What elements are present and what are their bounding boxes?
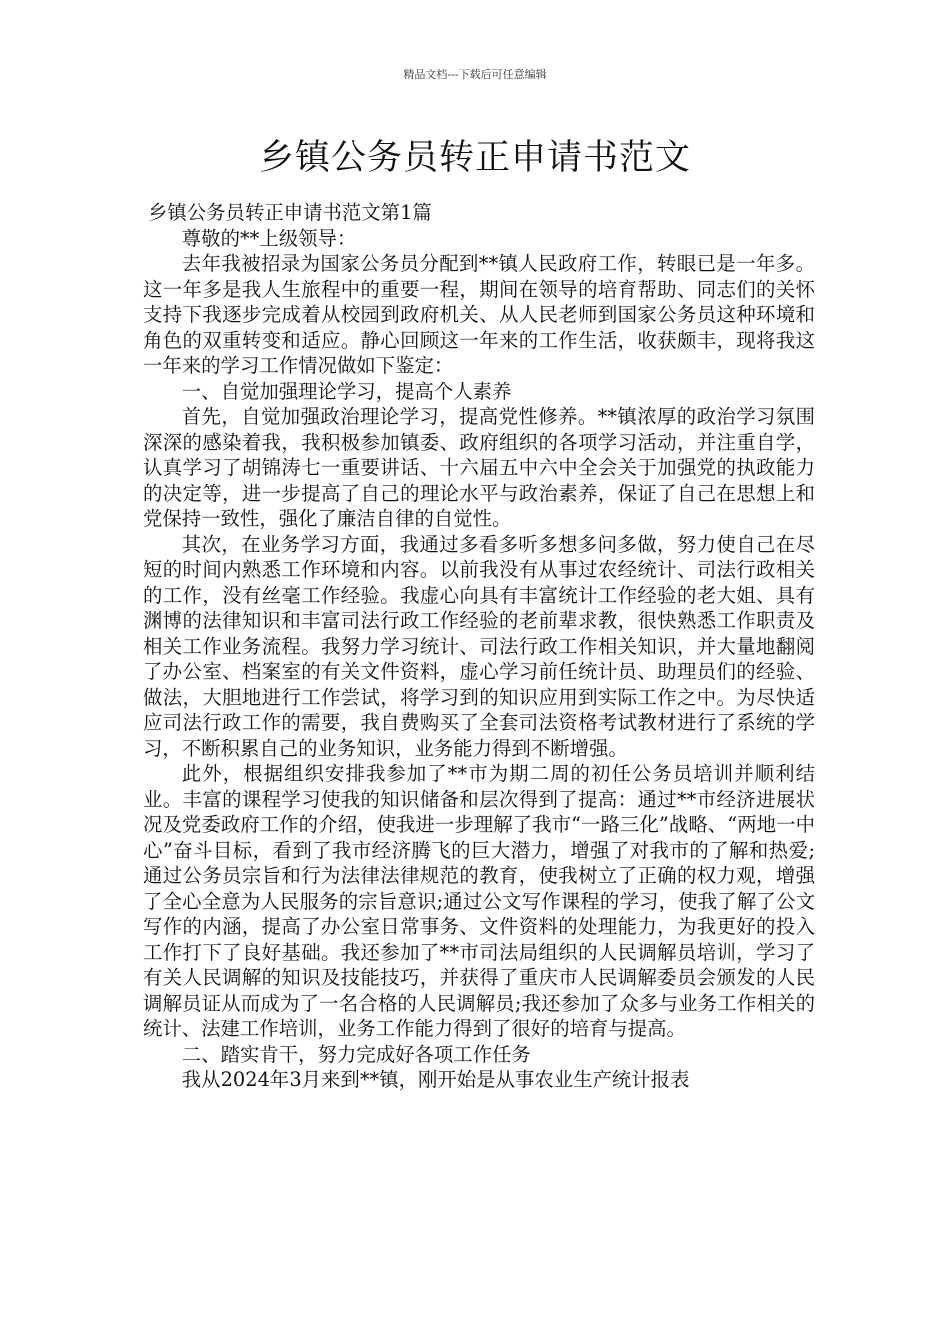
document-title: 乡镇公务员转正申请书范文 (258, 138, 691, 178)
salutation: 尊敬的**上级领导： (181, 226, 357, 250)
section-heading: 一、自觉加强理论学习，提高个人素养 (181, 379, 512, 403)
paragraph: 去年我被招录为国家公务员分配到**镇人民政府工作，转眼已是一年多。这一年多是我人生旅程中的重要一程，期间在领导的培育帮助、同志们的关怀支持下我逐步完成着从校园到政府机关、从人民老师到国家公务员这种环境和角色的双重转变和适应。静心回顾这一年来的工作生活，收获颇丰，现将我这一年来的学习工作情况做如下鉴定： (143, 252, 815, 377)
paragraph: 其次，在业务学习方面，我通过多看多听多想多问多做，努力使自己在尽短的时间内熟悉工作环境和内容。以前我没有从事过农经统计、司法行政相关的工作，没有丝毫工作经验。我虚心向具有丰富统计工作经验的老大姐、具有渊博的法律知识和丰富司法行政工作经验的老前辈求教，很快熟悉工作职责及相关工作业务流程。我努力学习统计、司法行政工作相关知识，并大量地翻阅了办公室、档案室的有关文件资料，虚心学习前任统计员、助理员们的经验、做法，大胆地进行工作尝试，将学习到的知识应用到实际工作之中。为尽快适应司法行政工作的需要，我自费购买了全套司法资格考试教材进行了系统的学习，不断积累自己的业务知识，业务能力得到不断增强。 (143, 532, 815, 760)
paragraph: 首先，自觉加强政治理论学习，提高党性修养。**镇浓厚的政治学习氛围深深的感染着我，我积极参加镇委、政府组织的各项学习活动，并注重自学，认真学习了胡锦涛七一重要讲话、十六届五中六中全会关于加强党的执政能力的决定等，进一步提高了自己的理论水平与政治素养，保证了自己在思想上和党保持一致性，强化了廉洁自律的自觉性。 (143, 405, 815, 530)
paragraph: 此外，根据组织安排我参加了**市为期二周的初任公务员培训并顺利结业。丰富的课程学习使我的知识储备和层次得到了提高：通过**市经济进展状况及党委政府工作的介绍，使我进一步理解了我市“一路三化”战略、“两地一中心”奋斗目标，看到了我市经济腾飞的巨大潜力，增强了对我市的了解和热爱;通过公务员宗旨和行为法律法律规范的教育，使我树立了正确的权力观，增强了全心全意为人民服务的宗旨意识;通过公文写作课程的学习，使我了解了公文写作的内涵，提高了办公室日常事务、文件资料的处理能力，为我更好的投入工作打下了良好基础。我还参加了**市司法局组织的人民调解员培训，学习了有关人民调解的知识及技能技巧，并获得了重庆市人民调解委员会颁发的人民调解员证从而成为了一名合格的人民调解员;我还参加了众多与业务工作相关的统计、法建工作培训，业务工作能力得到了很好的培育与提高。 (143, 762, 815, 1040)
paragraph: 我从2024年3月来到**镇，刚开始是从事农业生产统计报表 (181, 1068, 690, 1091)
section-heading: 二、踏实肯干，努力完成好各项工作任务 (181, 1042, 531, 1066)
document-subtitle: 乡镇公务员转正申请书范文第1篇 (148, 201, 432, 224)
header-note: 精品文档---下载后可任意编辑 (403, 68, 547, 81)
document-body (143, 200, 815, 1093)
